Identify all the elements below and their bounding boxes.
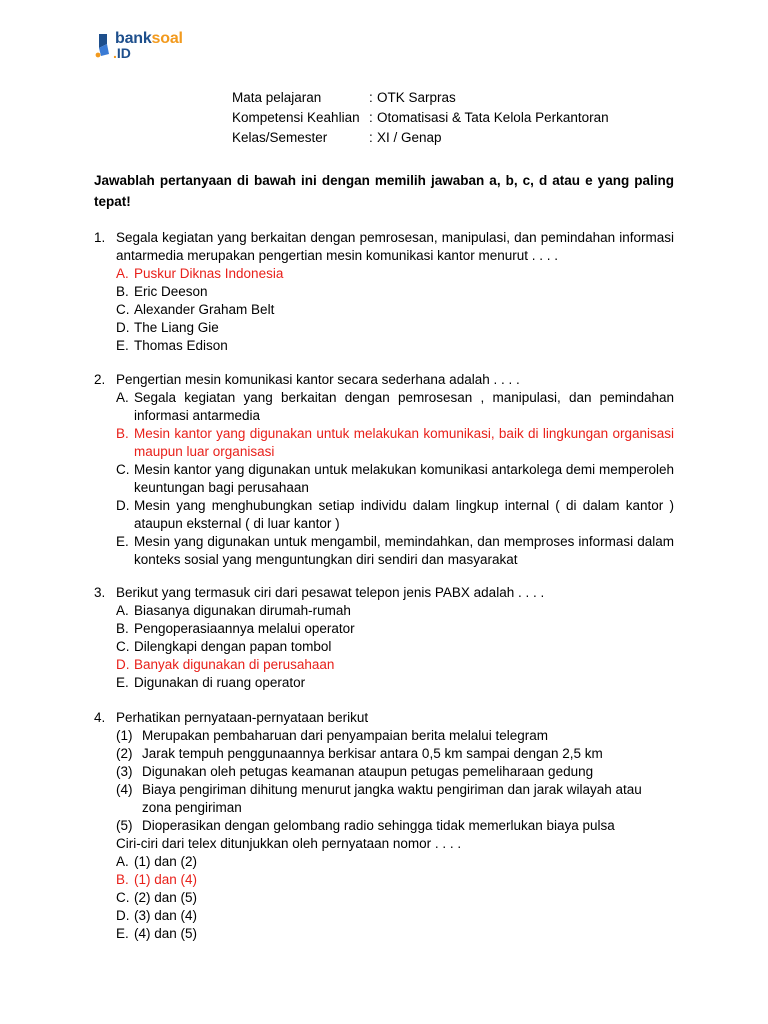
- question-2: [94, 371, 674, 569]
- info-value: Otomatisasi & Tata Kelola Perkantoran: [377, 110, 609, 125]
- option-b-correct: B. (1) dan (4): [116, 872, 198, 887]
- logo-subtext: .ID: [113, 45, 131, 61]
- info-value: XI / Genap: [377, 130, 442, 145]
- info-value: OTK Sarpras: [377, 90, 456, 105]
- option-e: E. Digunakan di ruang operator: [116, 675, 306, 690]
- option-b-correct: B. Mesin kantor yang digunakan untuk melakukan komunikasi, baik di lingkungan organisasi maupun luar organisasi: [116, 426, 674, 459]
- question-prompt: Ciri-ciri dari telex ditunjukkan oleh pernyataan nomor . . . .: [116, 836, 462, 851]
- option-list: [116, 853, 674, 943]
- option-e: E. Thomas Edison: [116, 338, 228, 353]
- banksoal-logo: [95, 30, 205, 64]
- option-list: [116, 602, 674, 692]
- info-key: Kompetensi Keahlian: [232, 110, 360, 125]
- info-separator: :: [369, 90, 373, 105]
- option-d: D. Mesin yang menghubungkan setiap individu dalam lingkup internal ( di dalam kantor ) ataupun eksternal ( di luar kantor ): [116, 498, 674, 531]
- logo-wordmark: banksoal: [115, 30, 183, 47]
- option-list: [116, 389, 674, 569]
- info-row: [232, 88, 609, 108]
- statement-item: (5) Dioperasikan dengan gelombang radio sehingga tidak memerlukan biaya pulsa: [116, 818, 615, 833]
- statement-list: [116, 727, 674, 835]
- option-a-correct: A. Puskur Diknas Indonesia: [116, 266, 284, 281]
- option-d: D. The Liang Gie: [116, 320, 219, 335]
- instruction-text: Jawablah pertanyaan di bawah ini dengan memilih jawaban a, b, c, d atau e yang paling tepat!: [94, 173, 674, 209]
- question-text: Segala kegiatan yang berkaitan dengan pemrosesan, manipulasi, dan pemindahan informasi antarmedia merupakan pengertian mesin komunikasi kantor menurut . . . .: [116, 230, 674, 263]
- question-text: Perhatikan pernyataan-pernyataan berikut: [116, 710, 369, 725]
- option-a: A. Segala kegiatan yang berkaitan dengan pemrosesan , manipulasi, dan pemindahan informasi antarmedia: [116, 390, 674, 423]
- statement-item: (2) Jarak tempuh penggunaannya berkisar antara 0,5 km sampai dengan 2,5 km: [116, 746, 603, 761]
- question-4: [94, 709, 674, 943]
- option-b: B. Pengoperasiaannya melalui operator: [116, 621, 355, 636]
- option-a: A. Biasanya digunakan dirumah-rumah: [116, 603, 351, 618]
- option-c: C. (2) dan (5): [116, 890, 198, 905]
- question-text: Pengertian mesin komunikasi kantor secara sederhana adalah . . . .: [116, 372, 520, 387]
- info-separator: :: [369, 130, 373, 145]
- option-b: B. Eric Deeson: [116, 284, 208, 299]
- question-1: [94, 229, 674, 355]
- option-e: E. Mesin yang digunakan untuk mengambil, memindahkan, dan memproses informasi dalam konteks sosial yang menguntungkan diri sendiri dan masyarakat: [116, 534, 674, 567]
- question-number: 2.: [94, 372, 106, 387]
- subject-info: [232, 88, 609, 148]
- banksoal-logo-icon: [95, 32, 113, 58]
- option-c: C. Alexander Graham Belt: [116, 302, 275, 317]
- statement-item: (1) Merupakan pembaharuan dari penyampaian berita melalui telegram: [116, 728, 548, 743]
- question-number: 4.: [94, 710, 106, 725]
- option-c: C. Dilengkapi dengan papan tombol: [116, 639, 332, 654]
- statement-item: (4) Biaya pengiriman dihitung menurut jangka waktu pengiriman dan jarak wilayah atau zona pengiriman: [116, 782, 642, 815]
- info-separator: :: [369, 110, 373, 125]
- option-c: C. Mesin kantor yang digunakan untuk melakukan komunikasi antarkolega demi memperoleh keuntungan bagi perusahaan: [116, 462, 674, 495]
- info-key: Mata pelajaran: [232, 90, 322, 105]
- option-a: A. (1) dan (2): [116, 854, 198, 869]
- option-list: [116, 265, 674, 355]
- option-d-correct: D. Banyak digunakan di perusahaan: [116, 657, 335, 672]
- question-text: Berikut yang termasuk ciri dari pesawat telepon jenis PABX adalah . . . .: [116, 585, 545, 600]
- question-number: 1.: [94, 230, 106, 245]
- statement-item: (3) Digunakan oleh petugas keamanan ataupun petugas pemeliharaan gedung: [116, 764, 594, 779]
- info-row: [232, 128, 609, 148]
- info-row: [232, 108, 609, 128]
- info-key: Kelas/Semester: [232, 130, 328, 145]
- question-3: [94, 584, 674, 692]
- question-number: 3.: [94, 585, 106, 600]
- option-e: E. (4) dan (5): [116, 926, 198, 941]
- option-d: D. (3) dan (4): [116, 908, 198, 923]
